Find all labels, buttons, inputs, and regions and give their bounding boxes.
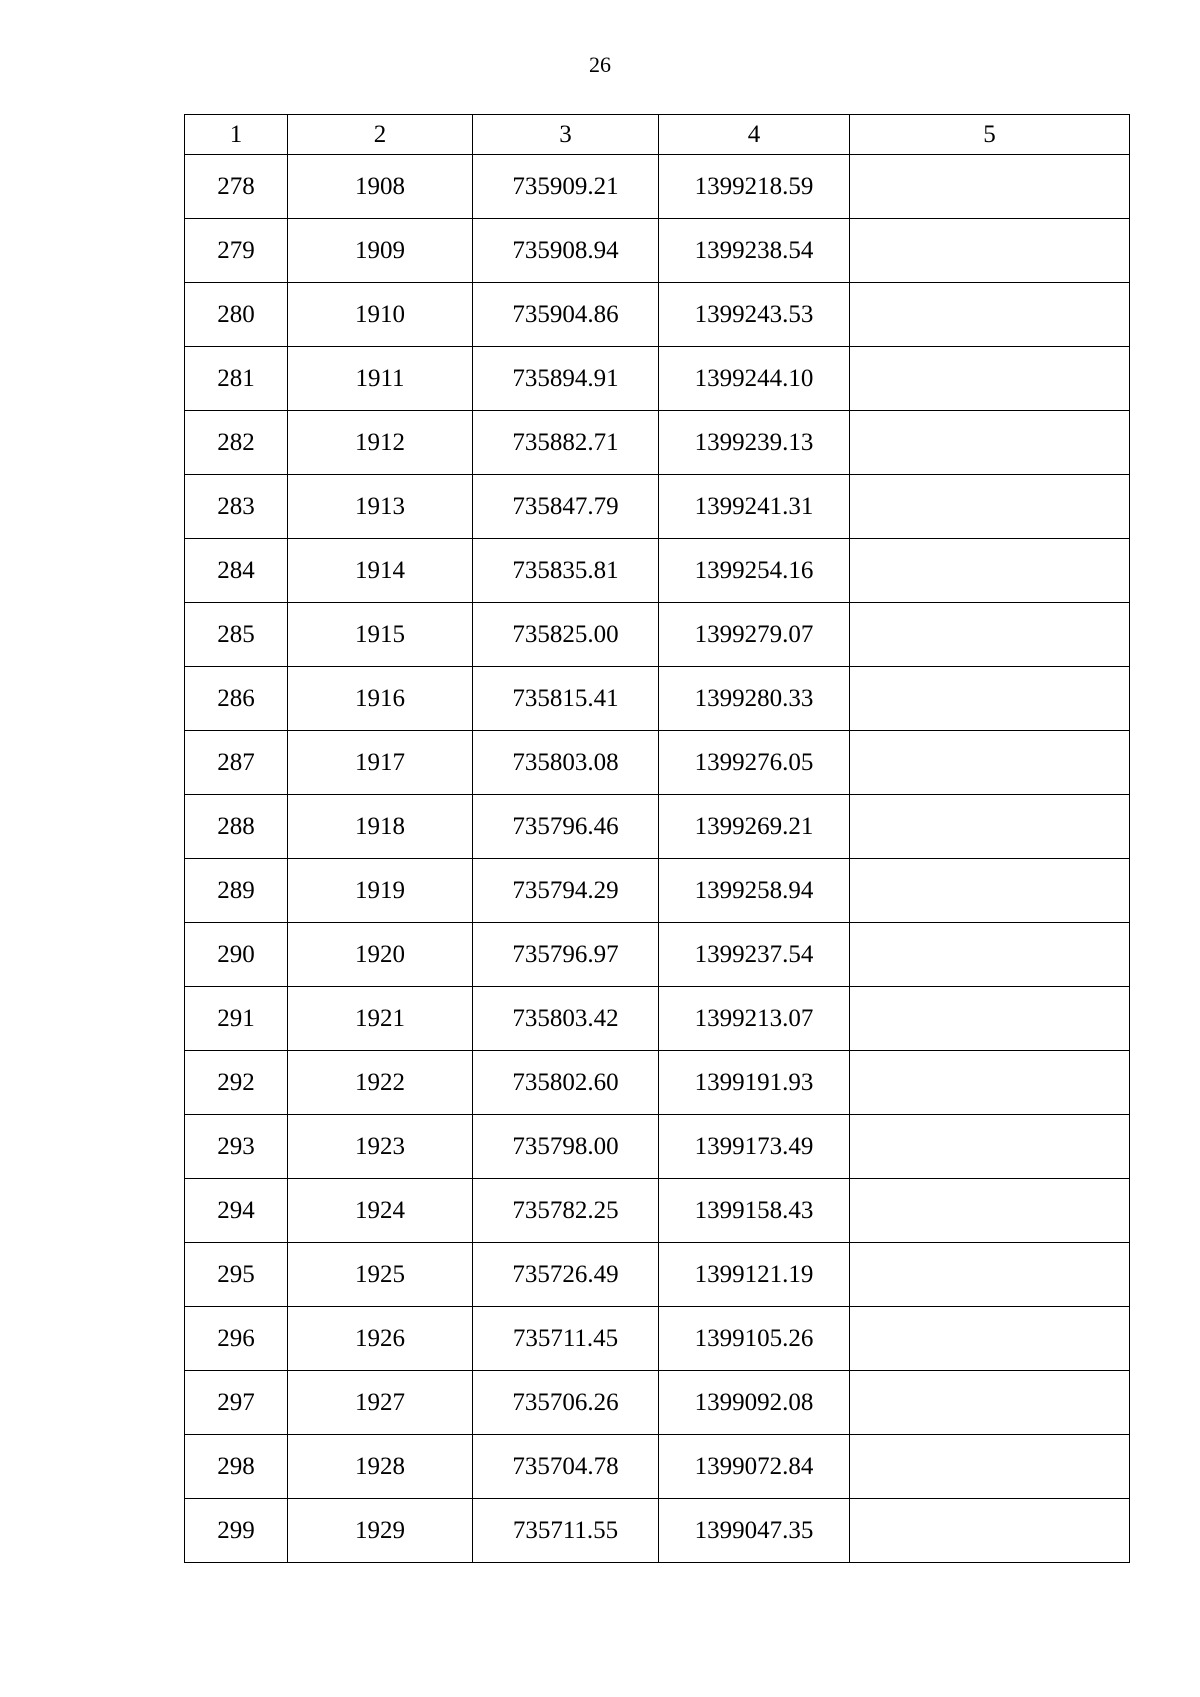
table-cell-col-3: 735894.91: [473, 347, 659, 411]
table-cell-col-5: [850, 155, 1130, 219]
table-cell-col-2: 1927: [288, 1371, 473, 1435]
table-cell-col-5: [850, 283, 1130, 347]
table-cell-col-3: 735711.55: [473, 1499, 659, 1563]
table-cell-col-1: 285: [185, 603, 288, 667]
table-cell-col-2: 1924: [288, 1179, 473, 1243]
table-row: [185, 1051, 1130, 1115]
table-row: [185, 475, 1130, 539]
table-cell-col-5: [850, 987, 1130, 1051]
header-cell-5: 5: [850, 115, 1130, 155]
table-cell-col-4: 1399258.94: [659, 859, 850, 923]
table-cell-col-3: 735815.41: [473, 667, 659, 731]
table-cell-col-4: 1399105.26: [659, 1307, 850, 1371]
header-cell-4: 4: [659, 115, 850, 155]
table-cell-col-2: 1909: [288, 219, 473, 283]
table-cell-col-5: [850, 731, 1130, 795]
table-row: [185, 987, 1130, 1051]
table-cell-col-5: [850, 1371, 1130, 1435]
table-cell-col-5: [850, 1243, 1130, 1307]
table-cell-col-4: 1399239.13: [659, 411, 850, 475]
table-cell-col-1: 282: [185, 411, 288, 475]
table-cell-col-3: 735803.08: [473, 731, 659, 795]
table-row: [185, 411, 1130, 475]
table-cell-col-5: [850, 1307, 1130, 1371]
table-cell-col-5: [850, 1435, 1130, 1499]
table-cell-col-3: 735802.60: [473, 1051, 659, 1115]
table-cell-col-1: 280: [185, 283, 288, 347]
table-cell-col-3: 735704.78: [473, 1435, 659, 1499]
table-row: [185, 731, 1130, 795]
table-cell-col-3: 735706.26: [473, 1371, 659, 1435]
table-row: [185, 923, 1130, 987]
table-cell-col-5: [850, 795, 1130, 859]
table-row: [185, 219, 1130, 283]
table-cell-col-2: 1919: [288, 859, 473, 923]
table-cell-col-2: 1912: [288, 411, 473, 475]
table-cell-col-5: [850, 347, 1130, 411]
table-cell-col-1: 294: [185, 1179, 288, 1243]
header-cell-1: 1: [185, 115, 288, 155]
table-cell-col-4: 1399244.10: [659, 347, 850, 411]
table-cell-col-5: [850, 1179, 1130, 1243]
table-cell-col-2: 1910: [288, 283, 473, 347]
table-cell-col-2: 1922: [288, 1051, 473, 1115]
table-cell-col-3: 735798.00: [473, 1115, 659, 1179]
table-row: [185, 1435, 1130, 1499]
table-cell-col-1: 291: [185, 987, 288, 1051]
table-cell-col-4: 1399191.93: [659, 1051, 850, 1115]
table-body: [185, 155, 1130, 1563]
table-cell-col-3: 735835.81: [473, 539, 659, 603]
coordinates-table: [184, 114, 1130, 1563]
table-row: [185, 603, 1130, 667]
header-cell-3: 3: [473, 115, 659, 155]
table-cell-col-5: [850, 1115, 1130, 1179]
table-cell-col-4: 1399241.31: [659, 475, 850, 539]
table-cell-col-4: 1399238.54: [659, 219, 850, 283]
table-cell-col-4: 1399218.59: [659, 155, 850, 219]
table-cell-col-5: [850, 475, 1130, 539]
page-number: 26: [589, 52, 611, 77]
table-row: [185, 347, 1130, 411]
table-cell-col-2: 1917: [288, 731, 473, 795]
table-row: [185, 1179, 1130, 1243]
table-cell-col-3: 735909.21: [473, 155, 659, 219]
table-row: [185, 1243, 1130, 1307]
table-cell-col-4: 1399280.33: [659, 667, 850, 731]
table-cell-col-5: [850, 859, 1130, 923]
table-cell-col-1: 296: [185, 1307, 288, 1371]
table-cell-col-1: 288: [185, 795, 288, 859]
table-cell-col-2: 1915: [288, 603, 473, 667]
table-cell-col-3: 735904.86: [473, 283, 659, 347]
table-cell-col-1: 297: [185, 1371, 288, 1435]
table-cell-col-3: 735803.42: [473, 987, 659, 1051]
table-cell-col-5: [850, 923, 1130, 987]
table-cell-col-1: 279: [185, 219, 288, 283]
table-cell-col-4: 1399279.07: [659, 603, 850, 667]
table-cell-col-5: [850, 411, 1130, 475]
table-cell-col-2: 1921: [288, 987, 473, 1051]
table-cell-col-1: 299: [185, 1499, 288, 1563]
table-cell-col-1: 283: [185, 475, 288, 539]
table-cell-col-1: 289: [185, 859, 288, 923]
table-cell-col-3: 735794.29: [473, 859, 659, 923]
table-row: [185, 859, 1130, 923]
table-cell-col-5: [850, 667, 1130, 731]
table-cell-col-3: 735908.94: [473, 219, 659, 283]
table-cell-col-3: 735782.25: [473, 1179, 659, 1243]
table-cell-col-4: 1399269.21: [659, 795, 850, 859]
table-cell-col-5: [850, 1499, 1130, 1563]
table-cell-col-2: 1920: [288, 923, 473, 987]
table-cell-col-3: 735726.49: [473, 1243, 659, 1307]
table-cell-col-4: 1399173.49: [659, 1115, 850, 1179]
table-cell-col-5: [850, 219, 1130, 283]
table-cell-col-1: 290: [185, 923, 288, 987]
table-cell-col-1: 298: [185, 1435, 288, 1499]
table-cell-col-1: 287: [185, 731, 288, 795]
table-cell-col-4: 1399276.05: [659, 731, 850, 795]
table-cell-col-5: [850, 1051, 1130, 1115]
table-cell-col-2: 1914: [288, 539, 473, 603]
table-cell-col-5: [850, 603, 1130, 667]
table-cell-col-3: 735825.00: [473, 603, 659, 667]
table-header: [185, 115, 1130, 155]
table-cell-col-3: 735711.45: [473, 1307, 659, 1371]
table-cell-col-1: 278: [185, 155, 288, 219]
table-cell-col-4: 1399237.54: [659, 923, 850, 987]
table-cell-col-4: 1399072.84: [659, 1435, 850, 1499]
table-cell-col-4: 1399243.53: [659, 283, 850, 347]
table-cell-col-3: 735847.79: [473, 475, 659, 539]
table-cell-col-4: 1399213.07: [659, 987, 850, 1051]
table-row: [185, 1307, 1130, 1371]
table-cell-col-4: 1399254.16: [659, 539, 850, 603]
table-cell-col-2: 1928: [288, 1435, 473, 1499]
table-row: [185, 667, 1130, 731]
table-cell-col-1: 292: [185, 1051, 288, 1115]
header-row: [185, 115, 1130, 155]
table-cell-col-1: 293: [185, 1115, 288, 1179]
table-cell-col-2: 1908: [288, 155, 473, 219]
table-cell-col-2: 1926: [288, 1307, 473, 1371]
table-cell-col-1: 284: [185, 539, 288, 603]
table-cell-col-1: 286: [185, 667, 288, 731]
table-row: [185, 283, 1130, 347]
table-cell-col-2: 1918: [288, 795, 473, 859]
table-row: [185, 539, 1130, 603]
table-row: [185, 1115, 1130, 1179]
table-row: [185, 1499, 1130, 1563]
table-row: [185, 795, 1130, 859]
table-cell-col-2: 1929: [288, 1499, 473, 1563]
table-cell-col-5: [850, 539, 1130, 603]
table-cell-col-2: 1925: [288, 1243, 473, 1307]
table-cell-col-1: 295: [185, 1243, 288, 1307]
table-cell-col-3: 735796.97: [473, 923, 659, 987]
table-cell-col-2: 1916: [288, 667, 473, 731]
table-cell-col-2: 1911: [288, 347, 473, 411]
table-cell-col-3: 735796.46: [473, 795, 659, 859]
table-cell-col-1: 281: [185, 347, 288, 411]
table-cell-col-4: 1399047.35: [659, 1499, 850, 1563]
table-row: [185, 1371, 1130, 1435]
table-cell-col-2: 1913: [288, 475, 473, 539]
table-cell-col-4: 1399092.08: [659, 1371, 850, 1435]
table-row: [185, 155, 1130, 219]
table-cell-col-2: 1923: [288, 1115, 473, 1179]
header-cell-2: 2: [288, 115, 473, 155]
table-cell-col-3: 735882.71: [473, 411, 659, 475]
table-cell-col-4: 1399158.43: [659, 1179, 850, 1243]
table-cell-col-4: 1399121.19: [659, 1243, 850, 1307]
